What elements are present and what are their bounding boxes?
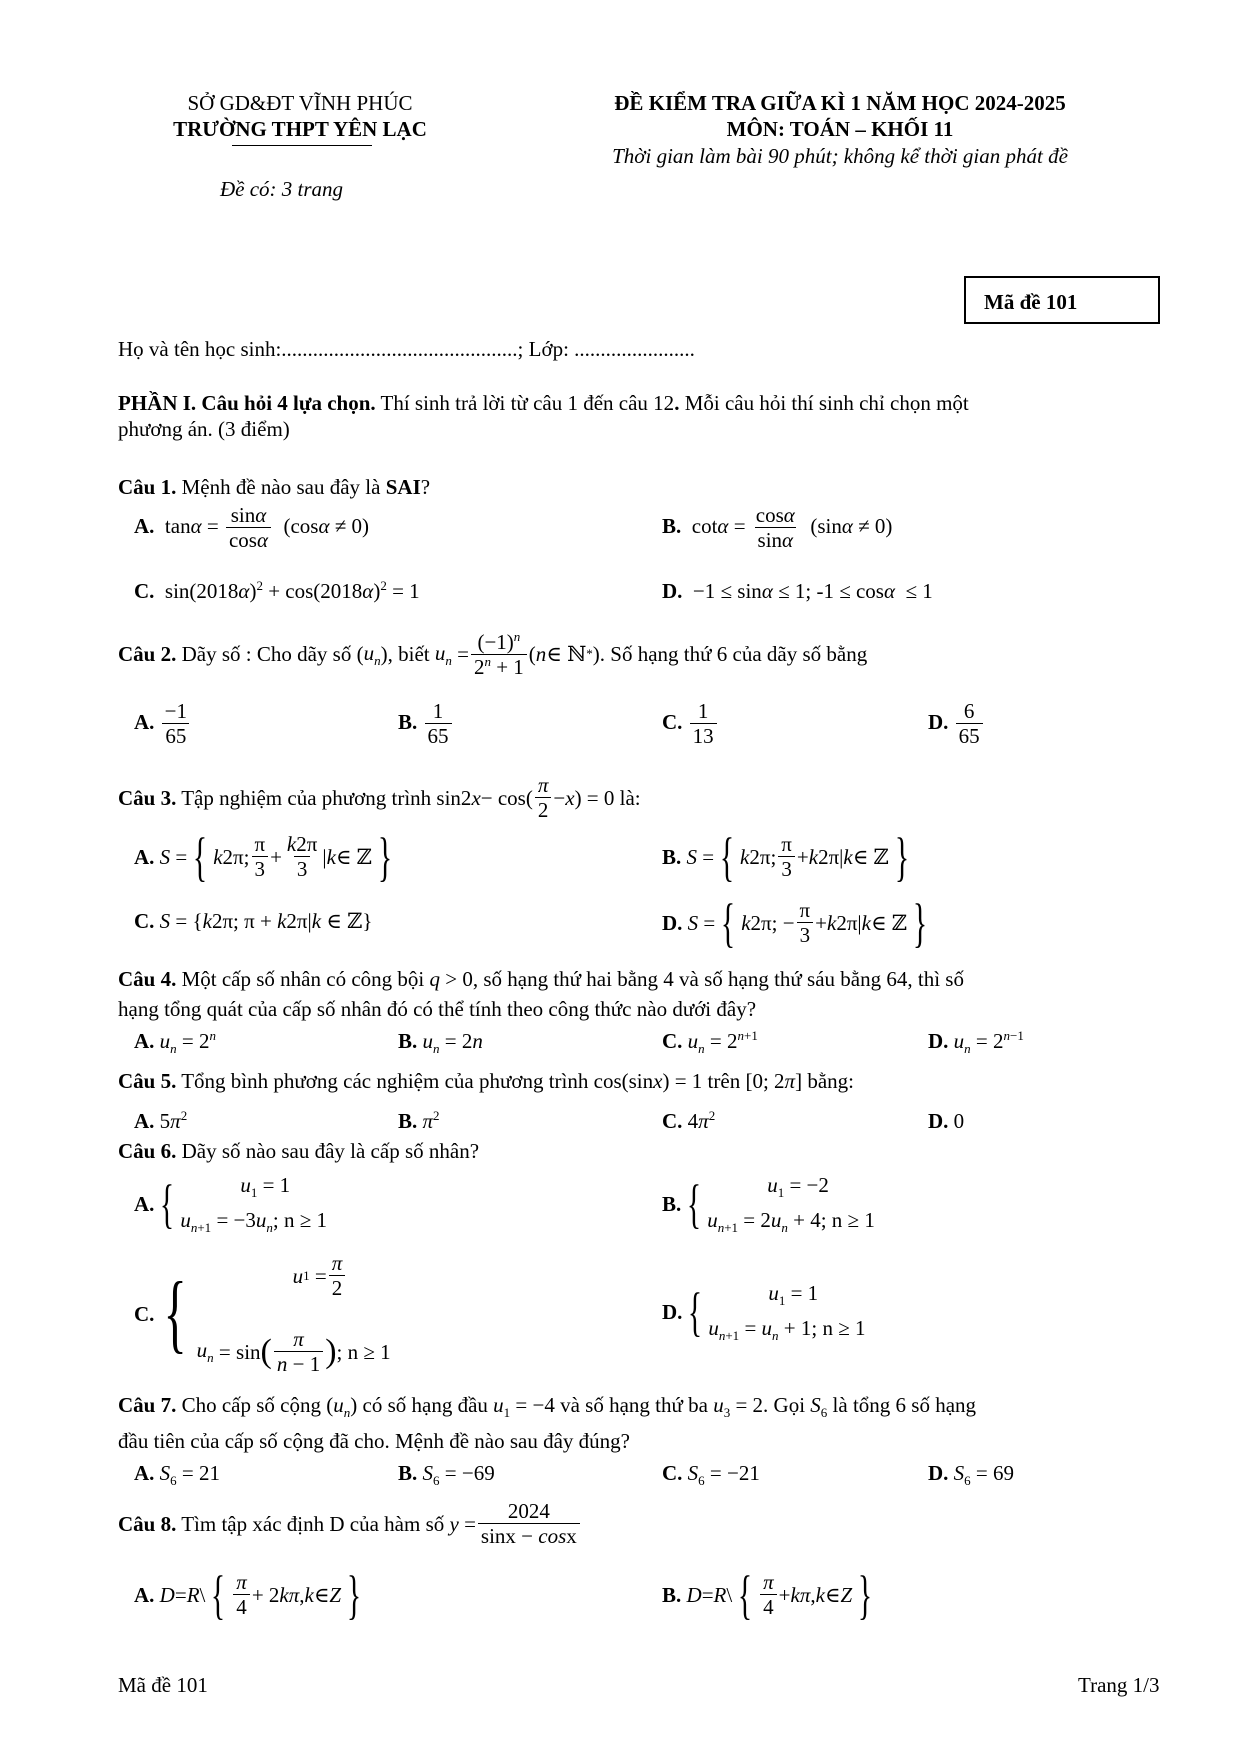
q4-option-d: D. $u_n = 2^{n-1}$ bbox=[928, 1028, 1024, 1057]
question-7: Câu 7. Cho cấp số cộng $(u_n)$ có số hạng đầu $u_1 = -4$ và số hạng thứ ba $u_3 = 2$. Gọi $S_6$ là tổng 6 số hạng bbox=[118, 1393, 977, 1421]
option-label: C. bbox=[662, 1109, 683, 1133]
dept-name: SỞ GD&ĐT VĨNH PHÚC bbox=[187, 91, 413, 115]
q1-option-c: C. $\sin(2018\alpha)^2 + \cos(2018\alpha)^2 = 1$ bbox=[134, 578, 420, 603]
option-label: C. bbox=[662, 1029, 683, 1053]
option-label: A. bbox=[134, 844, 155, 869]
exam-code-box: Mã đề 101 bbox=[964, 276, 1160, 324]
section-title: PHẦN I. Câu hỏi 4 lựa chọn. bbox=[118, 391, 376, 415]
q5-text-3: bằng: bbox=[802, 1069, 854, 1093]
q1-option-d: D. −1 ≤ sinα ≤ 1; -1 ≤ cosα ≤ 1 bbox=[662, 579, 933, 603]
question-6 bbox=[118, 1138, 479, 1164]
q1-text: Mệnh đề nào sau đây là bbox=[176, 475, 386, 499]
q6-option-a: A. { $u_1 = 1$ $u_{n+1} = -3u_n$; n ≥ 1 bbox=[134, 1173, 327, 1235]
section-desc-3: phương án. (3 điểm) bbox=[118, 417, 290, 441]
option-label: C. bbox=[662, 1461, 683, 1485]
footer-exam-code: Mã đề 101 bbox=[118, 1673, 208, 1697]
option-label: B. bbox=[398, 709, 418, 734]
q4-option-b: B. $u_n = 2n$ bbox=[398, 1029, 483, 1057]
q3-end: là: bbox=[614, 785, 641, 810]
question-3: Câu 3. Tập nghiệm của phương trình sin2 x − cos( $\frac{\pi}{2}$ − x ) = 0 là: bbox=[118, 773, 641, 823]
q6-option-b: B. { $u_1 = -2$ $u_{n+1} = 2u_n + 4$; n ≥ 1 bbox=[662, 1173, 875, 1235]
question-4: Câu 4. Một cấp số nhân có công bội q > 0, số hạng thứ hai bằng 4 và số hạng thứ sáu bằng 64, thì số bbox=[118, 967, 964, 991]
q7-text-2: có số hạng đầu bbox=[357, 1393, 494, 1417]
q3-option-c: C. S = {k2π; π + k2π|k ∈ ℤ} bbox=[134, 909, 373, 933]
exam-title: ĐỀ KIỂM TRA GIỮA KÌ 1 NĂM HỌC 2024-2025 bbox=[614, 91, 1066, 115]
q3-option-a: A. S = { k 2π; $\frac{\pi}{3}$ + $\frac{k2\pi}{3}$ | k ∈ ℤ } bbox=[134, 827, 393, 887]
q2-option-a: A. $\frac{-1}{65}$ bbox=[134, 700, 192, 748]
q3-text: Tập nghiệm của phương trình bbox=[176, 785, 437, 810]
q5-label: Câu 5. bbox=[118, 1069, 177, 1093]
q1-bold: SAI bbox=[385, 475, 421, 499]
q7-label: Câu 7. bbox=[118, 1393, 177, 1417]
q7-text-4: . Gọi bbox=[763, 1393, 811, 1417]
q4-option-a: A. $u_n = 2^n$ bbox=[134, 1028, 217, 1057]
q2-text-1: Dãy số : Cho dãy số bbox=[176, 642, 357, 667]
q2-text-3: . Số hạng thứ bbox=[599, 642, 717, 667]
section-instructions bbox=[118, 390, 1178, 416]
q3-option-d: D. S = { k 2π; − $\frac{\pi}{3}$ + k 2π| k ∈ ℤ } bbox=[662, 893, 928, 953]
header-left bbox=[110, 90, 490, 143]
option-label: D. bbox=[928, 1029, 949, 1053]
header-right bbox=[540, 90, 1140, 169]
q2-label: Câu 2. bbox=[118, 642, 177, 667]
option-label: D. bbox=[928, 709, 949, 734]
option-label: D. bbox=[662, 910, 683, 935]
option-label: B. bbox=[662, 1191, 682, 1216]
option-label: C. bbox=[134, 579, 155, 603]
question-1 bbox=[118, 474, 430, 500]
q5-option-d: D. 0 bbox=[928, 1109, 965, 1133]
q2-text-2: , biết bbox=[387, 642, 435, 667]
option-label: C. bbox=[662, 709, 683, 734]
option-label: D. bbox=[928, 1109, 949, 1133]
q2-text-4: của dãy số bằng bbox=[727, 642, 868, 667]
student-info-line: Họ và tên học sinh:.............................................; Lớp: ....................... bbox=[118, 337, 695, 361]
subject-line: MÔN: TOÁN – KHỐI 11 bbox=[726, 117, 954, 142]
q4-text-3: hạng tổng quát của cấp số nhân đó có thể tính theo công thức nào dưới đây? bbox=[118, 997, 757, 1021]
q1-end: ? bbox=[420, 475, 431, 499]
q1-option-a: A. tanα = $\frac{\sin\alpha}{\cos\alpha}$ (cosα ≠ 0) bbox=[134, 503, 370, 553]
option-label: B. bbox=[662, 1582, 682, 1607]
option-label: B. bbox=[662, 844, 682, 869]
option-label: A. bbox=[134, 1461, 155, 1485]
option-label: B. bbox=[398, 1461, 418, 1485]
q7-text-3: và số hạng thứ ba bbox=[554, 1393, 714, 1417]
question-8: Câu 8. Tìm tập xác định D của hàm số y = $\frac{2024}{\sin x - \cos x}$ bbox=[118, 1500, 582, 1548]
q4-option-c: C. $u_n = 2^{n+1}$ bbox=[662, 1028, 758, 1057]
option-label: A. bbox=[134, 1029, 155, 1053]
q7-text-5: là tổng 6 số hạng bbox=[827, 1393, 977, 1417]
q4-text-1: Một cấp số nhân có công bội bbox=[176, 967, 430, 991]
option-label: A. bbox=[134, 1191, 155, 1216]
school-underline bbox=[232, 145, 372, 146]
school-name: TRƯỜNG THPT YÊN LẠC bbox=[173, 117, 427, 142]
section-desc-1: Thí sinh trả lời từ câu 1 đến câu 12 bbox=[375, 391, 675, 415]
q6-option-d: D. { $u_1 = 1$ $u_{n+1} = u_n + 1$; n ≥ 1 bbox=[662, 1281, 866, 1343]
q3-label: Câu 3. bbox=[118, 785, 177, 810]
option-label: B. bbox=[398, 1029, 418, 1053]
q2-six: 6 bbox=[716, 642, 728, 667]
q5-text-2: trên bbox=[702, 1069, 746, 1093]
q6-option-c: C. { u 1 = $\frac{\pi}{2}$ $u_n$ = sin ( $\frac{\pi}{n - 1}$ ) ; n ≥ 1 bbox=[134, 1251, 391, 1376]
q2-option-c: C. $\frac{1}{13}$ bbox=[662, 700, 719, 748]
q8-option-a: A. D = R \ { $\frac{\pi}{4}$ + 2 kπ , k ∈ Z } bbox=[134, 1565, 362, 1625]
option-label: C. bbox=[134, 909, 155, 933]
q7-option-d: D. $S_6 = 69$ bbox=[928, 1461, 1015, 1489]
q7-option-b: B. $S_6 = -69$ bbox=[398, 1461, 495, 1489]
page-count: Đề có: 3 trang bbox=[220, 177, 344, 201]
q5-text-1: Tổng bình phương các nghiệm của phương trình bbox=[176, 1069, 594, 1093]
question-5: Câu 5. Tổng bình phương các nghiệm của phương trình cos(sinx) = 1 trên [0; 2π] bằng: bbox=[118, 1069, 854, 1093]
section-dot: . bbox=[674, 391, 680, 415]
option-label: D. bbox=[662, 579, 683, 603]
q5-option-b: B. $\pi^2$ bbox=[398, 1108, 440, 1133]
q7-option-a: A. $S_6 = 21$ bbox=[134, 1461, 221, 1489]
footer-page-number: Trang 1/3 bbox=[1078, 1673, 1160, 1697]
option-label: A. bbox=[134, 1109, 155, 1133]
option-label: A. bbox=[134, 709, 155, 734]
option-label: D. bbox=[928, 1461, 949, 1485]
q1-option-b: B. cotα = $\frac{\cos\alpha}{\sin\alpha}$ (sinα ≠ 0) bbox=[662, 503, 893, 553]
q8-label: Câu 8. bbox=[118, 1511, 177, 1536]
q8-option-b: B. D = R \ { $\frac{\pi}{4}$ + kπ , k ∈ Z } bbox=[662, 1565, 873, 1625]
q8-text-1: Tìm tập xác định D của hàm số bbox=[176, 1511, 450, 1536]
option-label: D. bbox=[662, 1299, 683, 1324]
option-label: B. bbox=[398, 1109, 418, 1133]
q4-text-2: , số hạng thứ hai bằng 4 và số hạng thứ sáu bằng 64, thì số bbox=[472, 967, 964, 991]
q4-label: Câu 4. bbox=[118, 967, 177, 991]
q2-option-d: D. $\frac{6}{65}$ bbox=[928, 700, 985, 748]
section-desc-2: Mỗi câu hỏi thí sinh chỉ chọn một bbox=[679, 391, 969, 415]
q1-label: Câu 1. bbox=[118, 475, 177, 499]
q5-option-a: A. $5\pi^2$ bbox=[134, 1108, 188, 1133]
option-label: A. bbox=[134, 513, 155, 538]
q2-option-b: B. $\frac{1}{65}$ bbox=[398, 700, 454, 748]
q6-text: Dãy số nào sau đây là cấp số nhân? bbox=[176, 1139, 480, 1163]
q3-option-b: B. S = { k 2π; $\frac{\pi}{3}$ + k 2π| k ∈ ℤ } bbox=[662, 827, 909, 887]
q5-option-c: C. $4\pi^2$ bbox=[662, 1108, 716, 1133]
time-line: Thời gian làm bài 90 phút; không kể thời gian phát đề bbox=[612, 143, 1068, 168]
q7-text-6: đầu tiên của cấp số cộng đã cho. Mệnh đề nào sau đây đúng? bbox=[118, 1429, 630, 1453]
option-label: C. bbox=[134, 1301, 155, 1326]
option-label: A. bbox=[134, 1582, 155, 1607]
q7-option-c: C. $S_6 = -21$ bbox=[662, 1461, 760, 1489]
q7-text-1: Cho cấp số cộng bbox=[176, 1393, 327, 1417]
question-2: Câu 2. Dãy số : Cho dãy số ( $u_n$ ) , biết $u_n$ = $\frac{(-1)^n}{2^n + 1}$ ( n ∈ ℕ * ) . Số hạng thứ 6 của dãy số bằng bbox=[118, 629, 868, 680]
option-label: B. bbox=[662, 513, 682, 538]
q6-label: Câu 6. bbox=[118, 1139, 177, 1163]
